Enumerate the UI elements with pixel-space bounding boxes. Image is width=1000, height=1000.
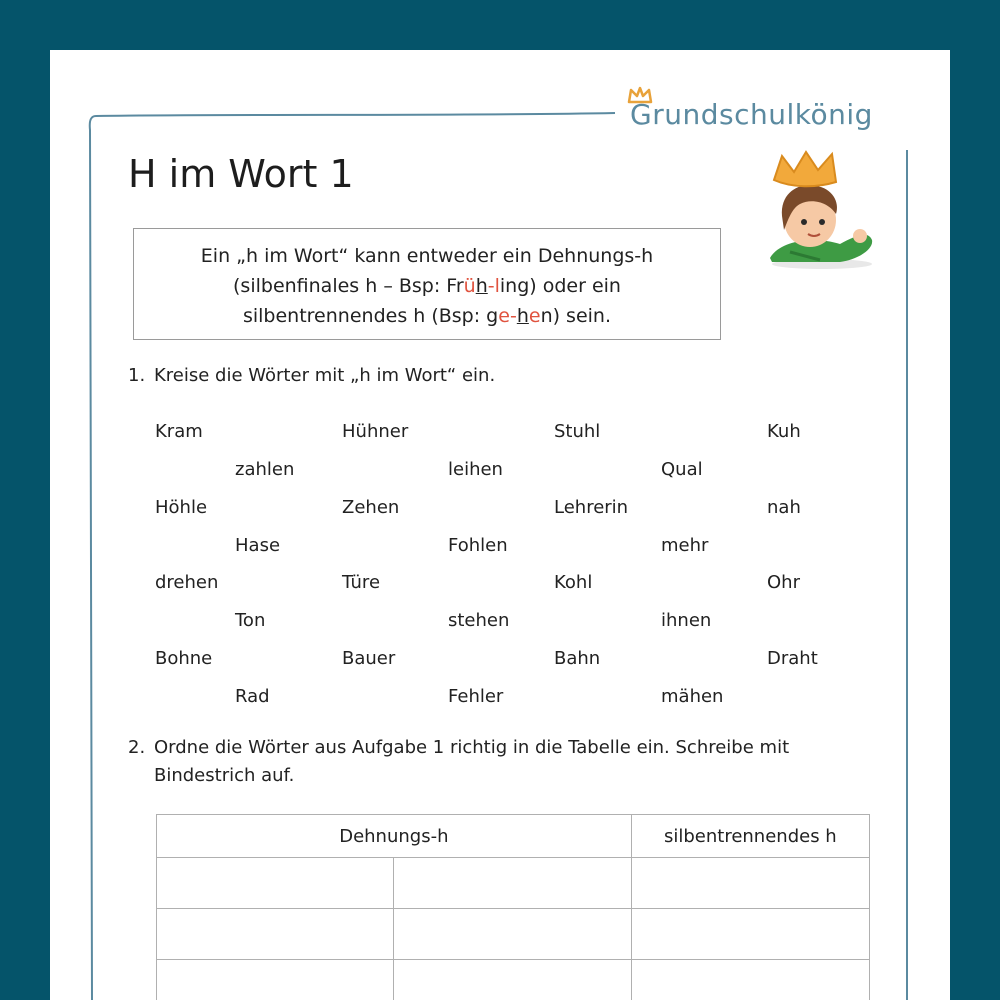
- word-fohlen[interactable]: Fohlen: [448, 535, 508, 556]
- word-lehrerin[interactable]: Lehrerin: [554, 497, 629, 518]
- word-hoehle[interactable]: Höhle: [155, 497, 208, 518]
- word-kram[interactable]: Kram: [155, 421, 203, 442]
- sorting-table: [156, 814, 870, 1000]
- word-ohr[interactable]: Ohr: [767, 572, 800, 593]
- table-cell[interactable]: [394, 909, 631, 960]
- word-bohne[interactable]: Bohne: [155, 648, 213, 669]
- word-draht[interactable]: Draht: [767, 648, 818, 669]
- table-header-row: [157, 815, 870, 858]
- word-drehen[interactable]: drehen: [155, 572, 219, 593]
- table-row: [157, 909, 870, 960]
- word-leihen[interactable]: leihen: [448, 459, 503, 480]
- table-row: [157, 960, 870, 1000]
- table-cell[interactable]: [394, 858, 631, 909]
- info-line-3: silbentrennendes h (Bsp: ge-hen) sein.: [242, 305, 612, 327]
- word-qual[interactable]: Qual: [661, 459, 703, 480]
- table-cell[interactable]: [394, 960, 631, 1000]
- info-line-2: (silbenfinales h – Bsp: Früh-ling) oder ein: [233, 275, 621, 297]
- info-box: [133, 228, 721, 340]
- info-line-1: Ein „h im Wort“ kann entweder ein Dehnungs-h: [200, 245, 654, 267]
- table-cell[interactable]: [157, 960, 394, 1000]
- table-cell[interactable]: [157, 909, 394, 960]
- word-rad[interactable]: Rad: [235, 686, 270, 707]
- word-nah[interactable]: nah: [767, 497, 801, 518]
- word-maehen[interactable]: mähen: [661, 686, 724, 707]
- word-kuh[interactable]: Kuh: [767, 421, 801, 442]
- word-zehen[interactable]: Zehen: [342, 497, 400, 518]
- word-hase[interactable]: Hase: [235, 535, 281, 556]
- word-ihnen[interactable]: ihnen: [661, 610, 712, 631]
- word-ton[interactable]: Ton: [235, 610, 266, 631]
- page-title: H im Wort 1: [128, 152, 354, 196]
- table-cell[interactable]: [631, 960, 869, 1000]
- header-dehnungs-h: Dehnungs-h: [157, 815, 632, 858]
- word-huehner[interactable]: Hühner: [342, 421, 409, 442]
- word-stehen[interactable]: stehen: [448, 610, 510, 631]
- word-kohl[interactable]: Kohl: [554, 572, 593, 593]
- word-tuere[interactable]: Türe: [342, 572, 381, 593]
- brand-logo: Grundschulkönig: [630, 98, 873, 131]
- table-cell[interactable]: [157, 858, 394, 909]
- word-mehr[interactable]: mehr: [661, 535, 709, 556]
- king-mascot-icon: [760, 148, 880, 273]
- word-bauer[interactable]: Bauer: [342, 648, 396, 669]
- table-cell[interactable]: [631, 858, 869, 909]
- word-stuhl[interactable]: Stuhl: [554, 421, 601, 442]
- word-zahlen[interactable]: zahlen: [235, 459, 295, 480]
- word-bahn[interactable]: Bahn: [554, 648, 601, 669]
- table-row: [157, 858, 870, 909]
- header-silbentrennendes-h: silbentrennendes h: [631, 815, 869, 858]
- word-fehler[interactable]: Fehler: [448, 686, 504, 707]
- worksheet: Grundschulkönig H im Wort 1 Ein „h im Wort“ kann entweder ein Dehnungs-h (silbenfinales h – Bsp: Früh-ling) oder ein silbentrennendes h (Bsp: ge-hen) sein. 1. Kreise die Wörter mit „h im Wort“ ein. Kram Hühner Stuhl Kuh zahlen leihen Qual Höhle Zehen Lehrerin nah Hase Fohlen mehr drehen Türe Kohl Ohr Ton stehen ihnen Bohne Bauer Bahn Draht Rad Fehler mähen 2. Ordne die Wörter aus Aufgabe 1 richtig in die Tabelle ein. Schreibe mit Bindestrich auf. Dehnungs-h silbentrennendes h: [50, 50, 950, 1000]
- table-cell[interactable]: [631, 909, 869, 960]
